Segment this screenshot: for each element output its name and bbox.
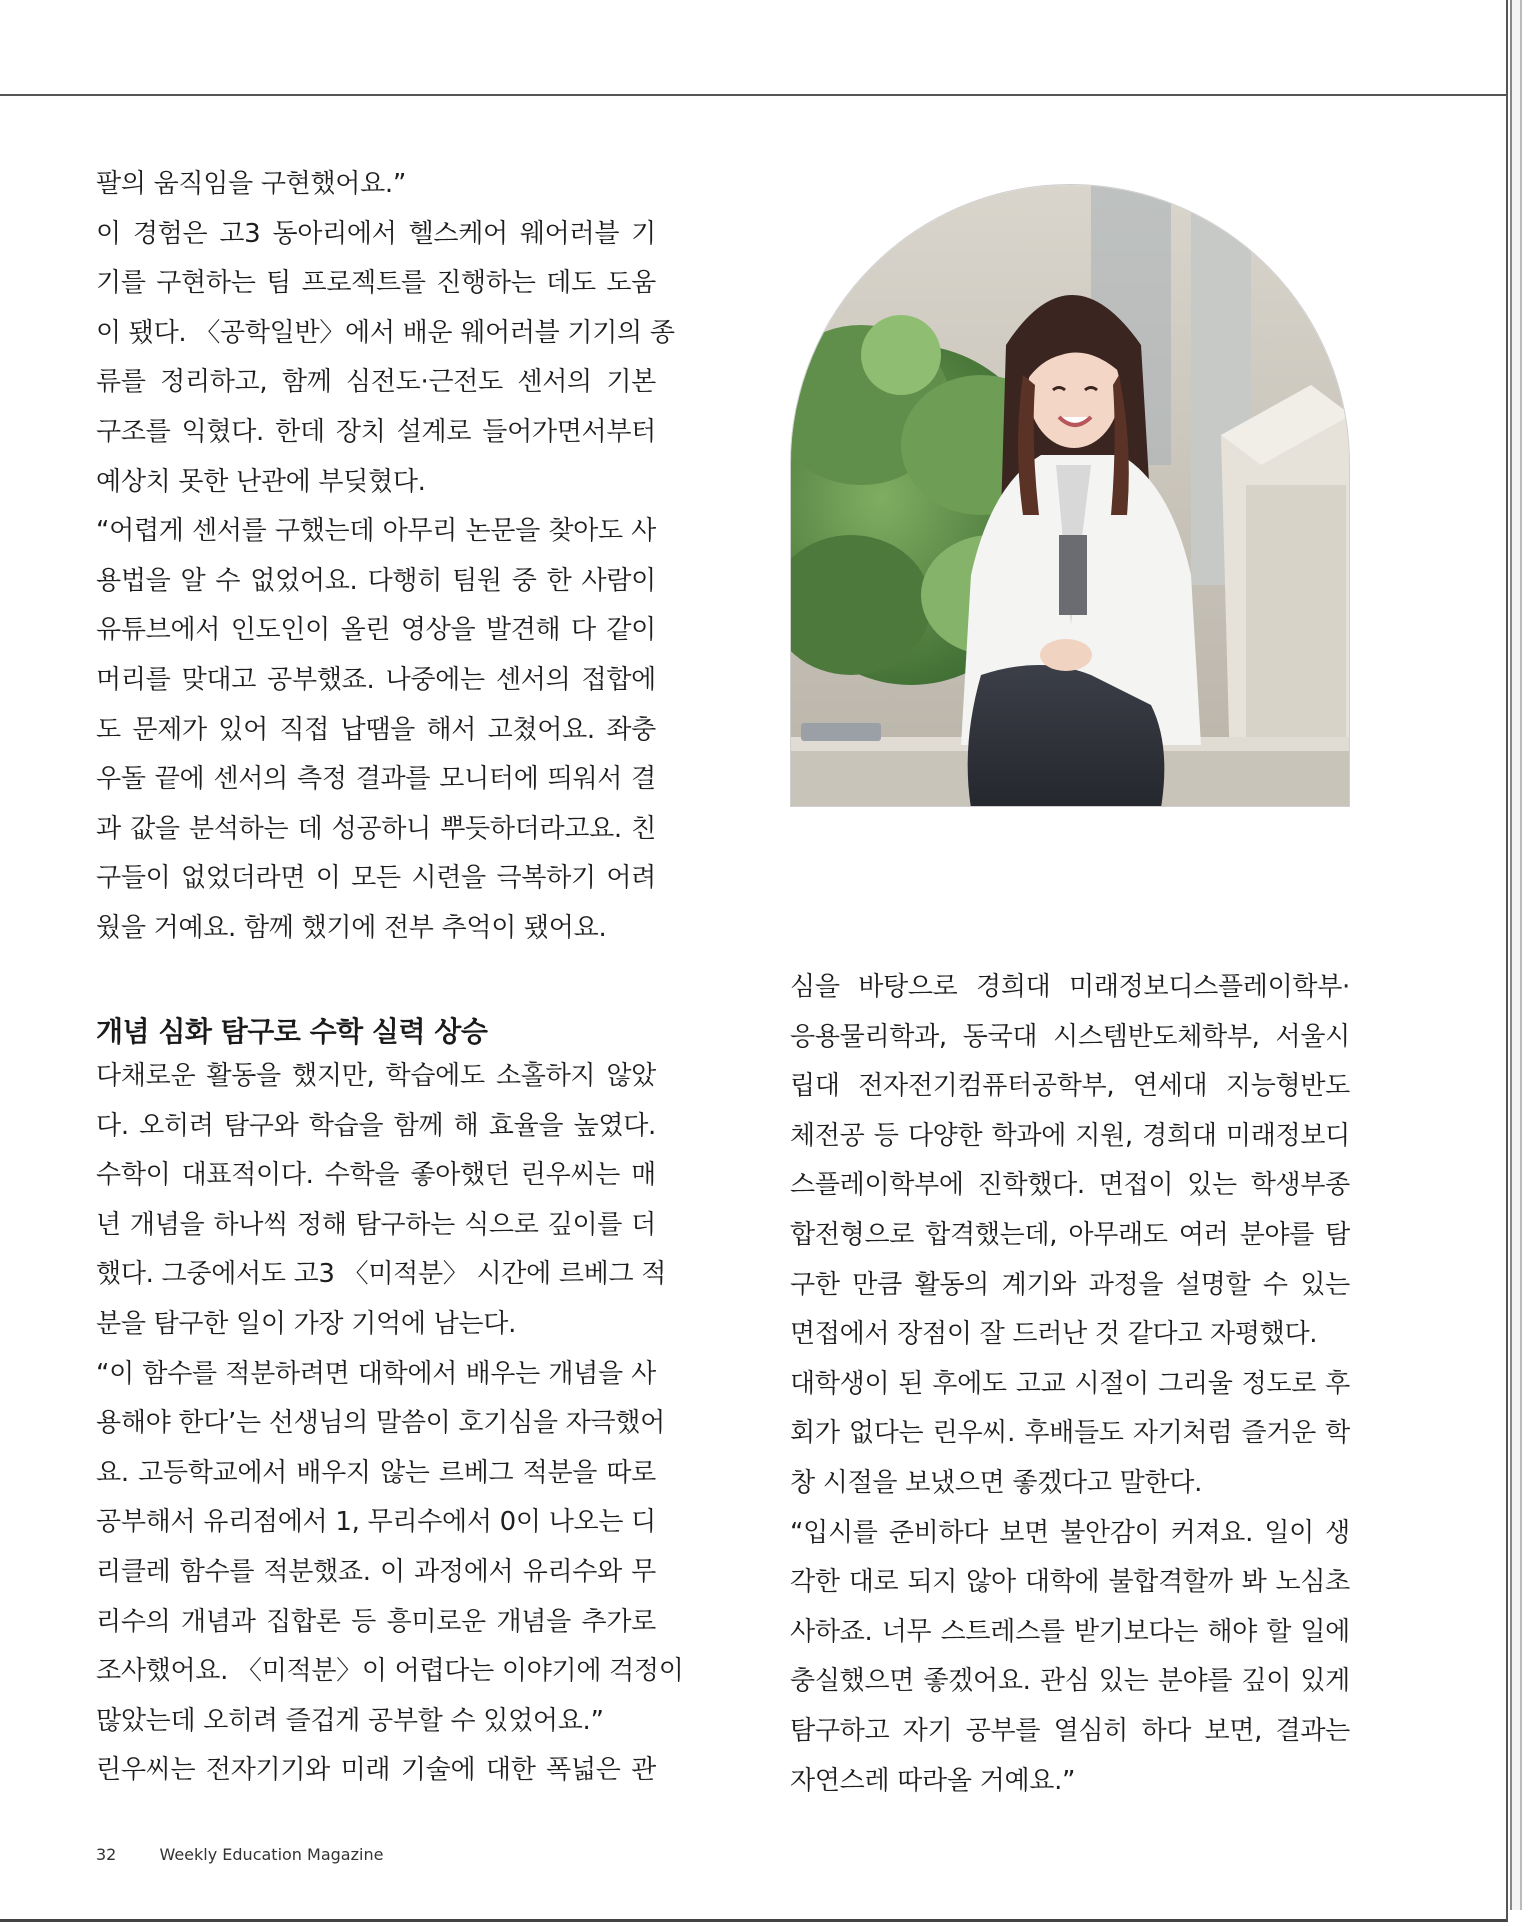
- left-column-top: [96, 160, 675, 954]
- text-line: 이 됐다. 〈공학일반〉에서 배운 웨어러블 기기의 종: [96, 317, 675, 348]
- text-line: 충실했으면 좋겠어요. 관심 있는 분야를 깊이 있게: [790, 1666, 1350, 1697]
- text-line: 수학이 대표적이다. 수학을 좋아했던 린우씨는 매: [96, 1160, 656, 1191]
- text-line: 도 문제가 있어 직접 납땜을 해서 고쳤어요. 좌충: [96, 714, 656, 745]
- text-line: 류를 정리하고, 함께 심전도·근전도 센서의 기본: [96, 367, 656, 398]
- text-line: 분을 탐구한 일이 가장 기억에 남는다.: [96, 1308, 517, 1339]
- text-line: 사하죠. 너무 스트레스를 받기보다는 해야 할 일에: [790, 1616, 1350, 1647]
- magazine-name: Weekly Education Magazine: [159, 1845, 384, 1864]
- text-line: 립대 전자전기컴퓨터공학부, 연세대 지능형반도: [790, 1071, 1350, 1102]
- text-line: 요. 고등학교에서 배우지 않는 르베그 적분을 따로: [96, 1457, 656, 1488]
- text-line: 유튜브에서 인도인이 올린 영상을 발견해 다 같이: [96, 615, 656, 646]
- text-line: 용법을 알 수 없었어요. 다행히 팀원 중 한 사람이: [96, 565, 656, 596]
- text-line: 린우씨는 전자기기와 미래 기술에 대한 폭넓은 관: [96, 1755, 656, 1786]
- text-line: 탐구하고 자기 공부를 열심히 하다 보면, 결과는: [790, 1715, 1350, 1746]
- text-line: 심을 바탕으로 경희대 미래정보디스플레이학부·: [790, 972, 1350, 1002]
- text-line: 리클레 함수를 적분했죠. 이 과정에서 유리수와 무: [96, 1556, 656, 1587]
- text-line: 대학생이 된 후에도 고교 시절이 그리울 정도로 후: [790, 1368, 1350, 1399]
- text-line: 우돌 끝에 센서의 측정 결과를 모니터에 띄워서 결: [96, 764, 656, 795]
- text-line: 팔의 움직임을 구현했어요.”: [96, 169, 407, 199]
- text-line: 많았는데 오히려 즐겁게 공부할 수 있었어요.”: [96, 1705, 604, 1736]
- text-line: 리수의 개념과 집합론 등 흥미로운 개념을 추가로: [96, 1606, 656, 1637]
- text-line: 구들이 없었더라면 이 모든 시련을 극복하기 어려: [96, 863, 656, 894]
- text-line: 이 경험은 고3 동아리에서 헬스케어 웨어러블 기: [96, 218, 656, 249]
- text-line: 체전공 등 다양한 학과에 지원, 경희대 미래정보디: [790, 1120, 1350, 1151]
- text-line: “입시를 준비하다 보면 불안감이 커져요. 일이 생: [790, 1517, 1350, 1548]
- text-line: 면접에서 장점이 잘 드러난 것 같다고 자평했다.: [790, 1319, 1318, 1350]
- text-line: 다. 오히려 탐구와 학습을 함께 해 효율을 높였다.: [96, 1110, 656, 1141]
- portrait-photo: [790, 184, 1350, 807]
- section-heading: 개념 심화 탐구로 수학 실력 상승: [96, 1015, 488, 1048]
- text-line: 응용물리학과, 동국대 시스템반도체학부, 서울시: [790, 1021, 1350, 1052]
- text-line: 했다. 그중에서도 고3 〈미적분〉 시간에 르베그 적: [96, 1259, 667, 1290]
- text-line: 공부해서 유리점에서 1, 무리수에서 0이 나오는 디: [96, 1507, 656, 1538]
- left-column-bottom: [96, 1052, 684, 1796]
- text-line: 년 개념을 하나씩 정해 탐구하는 식으로 깊이를 더: [96, 1209, 656, 1240]
- text-line: 구한 만큼 활동의 계기와 과정을 설명할 수 있는: [790, 1269, 1350, 1300]
- text-line: 과 값을 분석하는 데 성공하니 뿌듯하더라고요. 친: [96, 813, 656, 844]
- text-line: 각한 대로 되지 않아 대학에 불합격할까 봐 노심초: [790, 1567, 1350, 1598]
- text-line: 다채로운 활동을 했지만, 학습에도 소홀하지 않았: [96, 1061, 656, 1091]
- page-number: 32: [96, 1845, 117, 1864]
- header-rule: [0, 94, 1508, 96]
- text-line: 용해야 한다’는 선생님의 말씀이 호기심을 자극했어: [96, 1408, 665, 1439]
- text-line: 웠을 거예요. 함께 했기에 전부 추억이 됐어요.: [96, 912, 607, 943]
- text-line: 창 시절을 보냈으면 좋겠다고 말한다.: [790, 1467, 1203, 1498]
- text-line: 조사했어요. 〈미적분〉이 어렵다는 이야기에 걱정이: [96, 1656, 684, 1687]
- page-edge: [1510, 0, 1522, 1910]
- right-column: [790, 963, 1350, 1806]
- text-line: 자연스레 따라올 거예요.”: [790, 1765, 1076, 1796]
- text-line: 기를 구현하는 팀 프로젝트를 진행하는 데도 도움: [96, 268, 656, 299]
- page-footer: [96, 1845, 383, 1864]
- text-line: 스플레이학부에 진학했다. 면접이 있는 학생부종: [790, 1170, 1350, 1201]
- text-line: 예상치 못한 난관에 부딪혔다.: [96, 466, 426, 497]
- text-line: 회가 없다는 린우씨. 후배들도 자기처럼 즐거운 학: [790, 1418, 1350, 1449]
- text-line: 구조를 익혔다. 한데 장치 설계로 들어가면서부터: [96, 416, 656, 447]
- text-line: “어렵게 센서를 구했는데 아무리 논문을 찾아도 사: [96, 516, 656, 547]
- text-line: 합전형으로 합격했는데, 아무래도 여러 분야를 탐: [790, 1219, 1350, 1250]
- text-line: 머리를 맞대고 공부했죠. 나중에는 센서의 접합에: [96, 664, 656, 695]
- text-line: “이 함수를 적분하려면 대학에서 배우는 개념을 사: [96, 1358, 656, 1389]
